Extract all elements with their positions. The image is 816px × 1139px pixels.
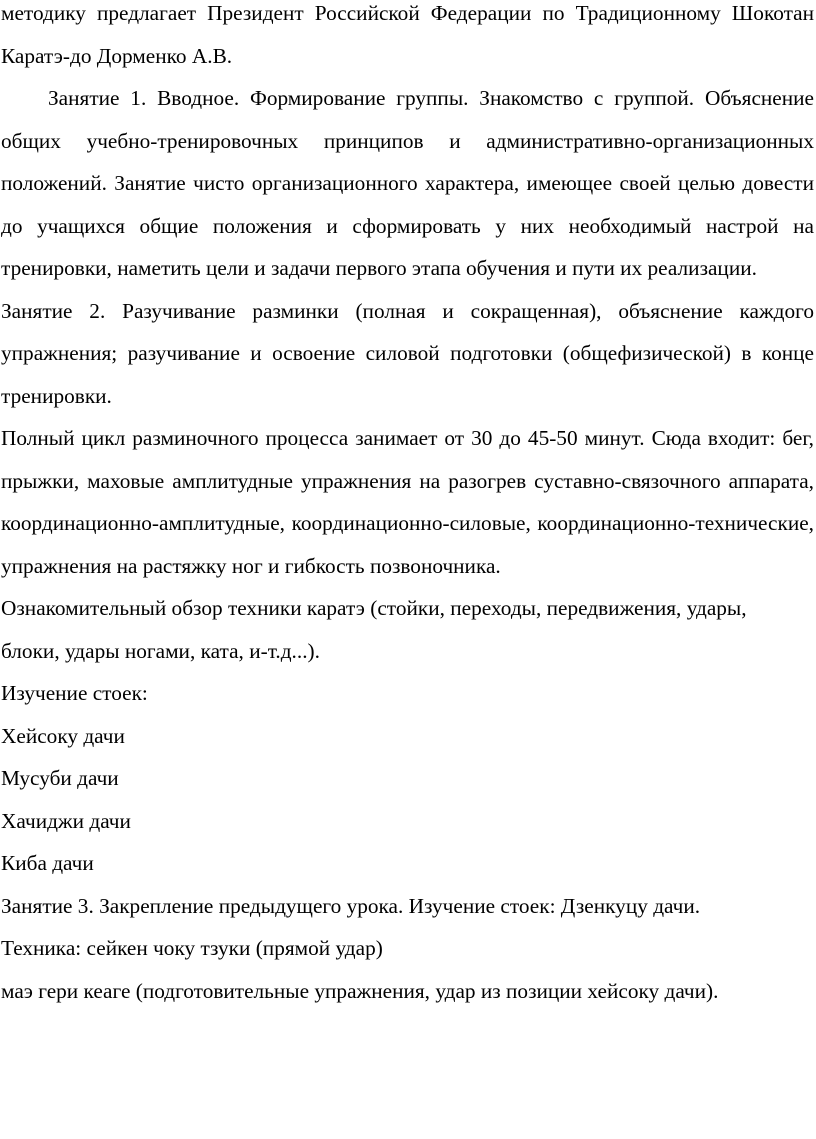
paragraph-lesson-3: Занятие 3. Закрепление предыдущего урока. Изучение стоек: Дзенкуцу дачи. xyxy=(1,893,701,918)
paragraph-stances-heading: Изучение стоек: xyxy=(1,681,148,705)
list-item-stance: Хейсоку дачи xyxy=(1,723,125,748)
list-item-stance: Мусуби дачи xyxy=(1,766,119,790)
list-item-stance: Хачиджи дачи xyxy=(1,808,131,833)
paragraph-lesson-2: Занятие 2. Разучивание разминки (полная и сокращенная), объяснение каждого упражнения; разучивание и освоение силовой подготовки (общефизической) в конце тренировки. xyxy=(1,298,814,408)
list-item-stance: Киба дачи xyxy=(1,851,94,875)
paragraph-mae-geri: маэ гери кеаге (подготовительные упражнения, удар из позиции хейсоку дачи). xyxy=(1,978,719,1003)
paragraph-intro-continuation: методику предлагает Президент Российской Федерации по Традиционному Шокотан Каратэ-до Дорменко А.В. xyxy=(1,1,814,68)
paragraph-technique: Техника: сейкен чоку тзуки (прямой удар) xyxy=(1,936,383,960)
paragraph-lesson-1: Занятие 1. Вводное. Формирование группы. Знакомство с группой. Объяснение общих учебно-тренировочных принципов и административно-организационных положений. Занятие чисто организационного характера, имеющее своей целью довести до учащихся общие положения и сформировать у них необходимый настрой на тренировки, наметить цели и задачи первого этапа обучения и пути их реализации. xyxy=(1,86,814,280)
paragraph-warmup-cycle: Полный цикл разминочного процесса занимает от 30 до 45-50 минут. Сюда входит: бег, прыжки, маховые амплитудные упражнения на разогрев суставно-связочного аппарата, координационно-амплитудные, координационно-силовые, координационно-технические, упражнения на растяжку ног и гибкость позвоночника. xyxy=(1,426,814,578)
paragraph-technique-overview: Ознакомительный обзор техники каратэ (стойки, переходы, передвижения, удары, xyxy=(1,596,747,620)
paragraph-technique-overview-cont: блоки, удары ногами, ката, и-т.д...). xyxy=(1,638,320,663)
